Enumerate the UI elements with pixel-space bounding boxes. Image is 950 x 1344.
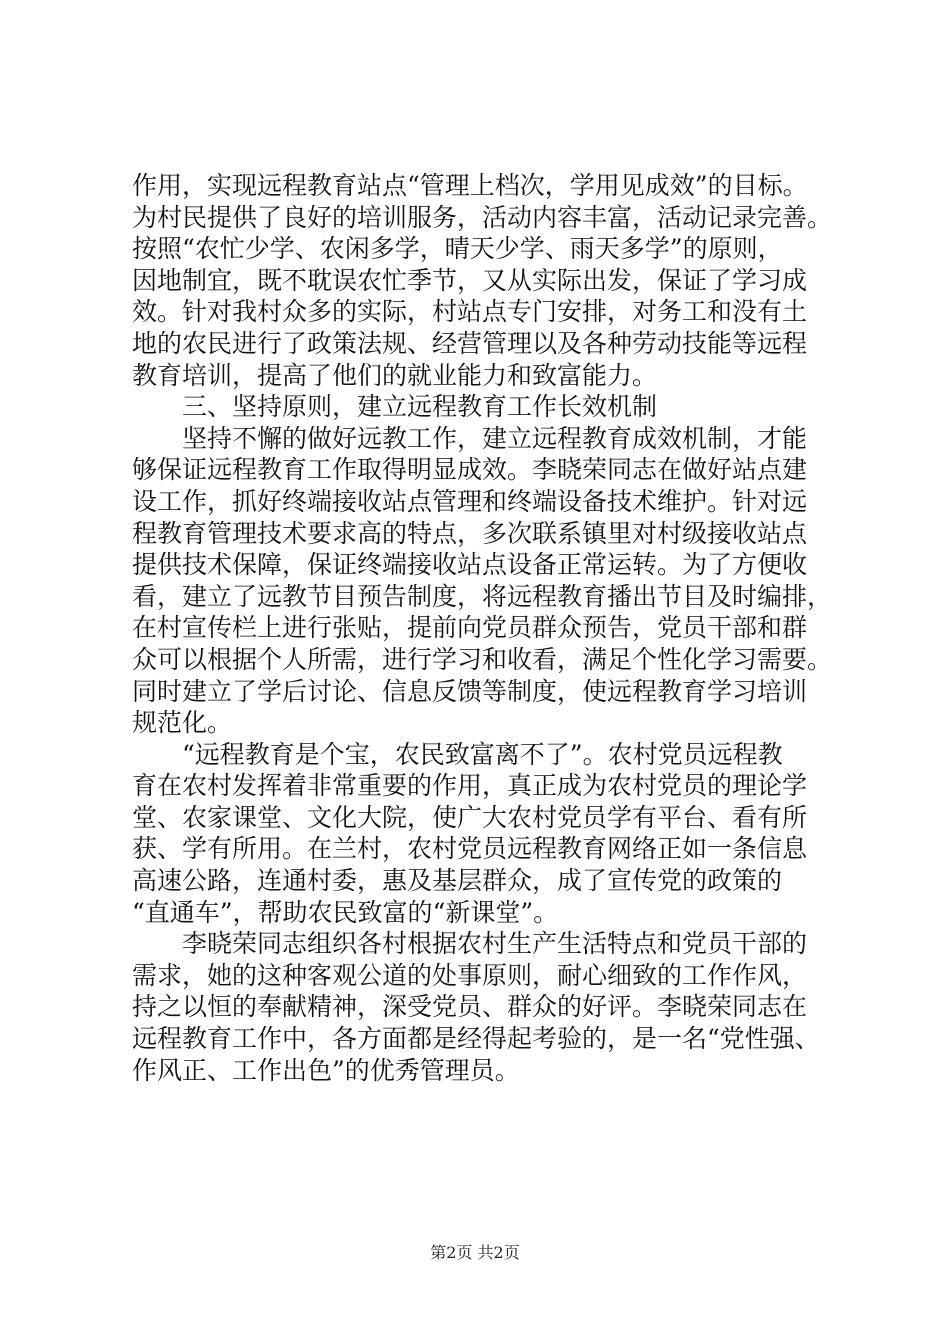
text-line: 地的农民进行了政策法规、经营管理以及各种劳动技能等远程 [132,328,808,358]
text-line: 育在农村发挥着非常重要的作用，真正成为农村党员的理论学 [132,771,808,801]
text-line: 获、学有所用。在兰村，农村党员远程教育网络正如一条信息 [132,834,808,864]
text-line: 提供技术保障，保证终端接收站点设备正常运转。为了方便收 [132,550,808,580]
text-line: 按照“农忙少学、农闲多学，晴天少学、雨天多学”的原则， [132,234,783,264]
text-line: 作用，实现远程教育站点“管理上档次，学用见成效”的目标。 [132,171,808,200]
paragraph-first-line: 李晓荣同志组织各村根据农村生产生活特点和党员干部的 [182,929,808,959]
text-line: 远程教育工作中，各方面都是经得起考验的，是一名“党性强、 [132,1024,820,1054]
document-body [132,170,832,1086]
text-line: 需求，她的这种客观公道的处事原则，耐心细致的工作作风， [132,960,808,990]
text-line: 效。针对我村众多的实际，村站点专门安排，对务工和没有土 [132,297,808,327]
paragraph-first-line: “远程教育是个宝，农民致富离不了”。农村党员远程教 [182,739,783,769]
text-line: 作风正、工作出色”的优秀管理员。 [132,1055,520,1085]
text-line: 程教育管理技术要求高的特点，多次联系镇里对村级接收站点 [132,518,808,548]
text-line: 在村宣传栏上进行张贴，提前向党员群众预告，党员干部和群 [132,613,808,643]
text-line: 设工作，抓好终端接收站点管理和终端设备技术维护。针对远 [132,486,808,516]
page-number-footer: 第2页 共2页 [430,1243,520,1262]
text-line: 教育培训，提高了他们的就业能力和致富能力。 [132,360,658,390]
section-heading: 三、坚持原则，建立远程教育工作长效机制 [182,392,658,422]
text-line: 够保证远程教育工作取得明显成效。李晓荣同志在做好站点建 [132,455,808,485]
text-line: 规范化。 [132,708,233,738]
text-line: 堂、农家课堂、文化大院，使广大农村党员学有平台、看有所 [132,802,808,832]
text-line: 同时建立了学后讨论、信息反馈等制度，使远程教育学习培训 [132,676,808,706]
text-line: 众可以根据个人所需，进行学习和收看，满足个性化学习需要。 [132,644,833,674]
text-line: 为村民提供了良好的培训服务，活动内容丰富，活动记录完善。 [132,202,833,232]
text-line: 持之以恒的奉献精神，深受党员、群众的好评。李晓荣同志在 [132,992,808,1022]
paragraph-first-line: 坚持不懈的做好远教工作，建立远程教育成效机制，才能 [182,423,808,453]
text-line: 因地制宜，既不耽误农忙季节，又从实际出发，保证了学习成 [132,265,808,295]
text-line: “直通车”，帮助农民致富的“新课堂”。 [132,897,559,927]
text-line: 高速公路，连通村委，惠及基层群众，成了宣传党的政策的 [132,866,783,896]
text-line: 看，建立了远教节目预告制度，将远程教育播出节目及时编排， [132,581,833,611]
